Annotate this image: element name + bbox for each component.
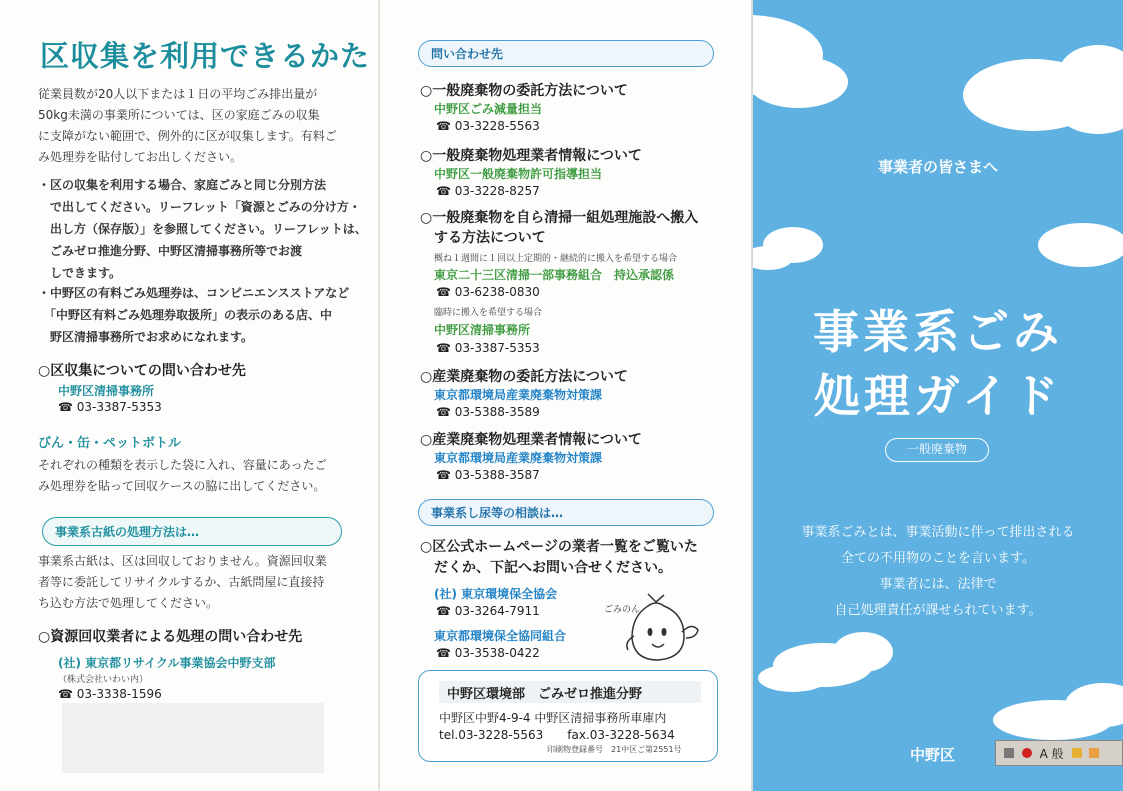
sewage-heading-line: だくか、下記へお問い合せください。 — [420, 560, 672, 576]
blank-area — [62, 703, 324, 773]
item-org: 中野区ごみ減量担当 — [434, 102, 543, 116]
tool-icon[interactable] — [1072, 748, 1082, 758]
cover-title-line2: 処理ガイド — [813, 369, 1063, 423]
footer-address: 中野区中野4-9-4 中野区清掃事務所車庫内 — [439, 711, 667, 725]
carry-tel: ☎ 03-6238-0830 — [436, 285, 540, 299]
bottles-line: それぞれの種類を表示した袋に入れ、容量にあったご — [38, 458, 327, 472]
cover-description — [753, 520, 1123, 624]
intro-line: 50kg未満の事業所については、区の家庭ごみの収集 — [38, 108, 320, 122]
bullet-separation — [38, 174, 367, 284]
item-heading: ○産業廃棄物の委託方法について — [420, 369, 628, 385]
grip-icon — [1004, 748, 1014, 758]
ward-name: 中野区 — [910, 746, 956, 764]
cover-panel — [753, 0, 1123, 791]
bullet-tickets — [38, 282, 349, 348]
bullet-line: 出し方（保存版）」を参照してください。リーフレットは、 — [38, 222, 367, 236]
item-org: 東京都環境局産業廃棄物対策課 — [434, 451, 603, 465]
item-heading: ○一般廃棄物の委託方法について — [420, 83, 628, 99]
bullet-line: ・区の収集を利用する場合、家庭ごみと同じ分別方法 — [38, 178, 327, 192]
sewage-org: 東京都環境保全協同組合 — [434, 629, 567, 643]
recycle-note: （株式会社いわい内） — [58, 675, 149, 685]
item-heading: ○一般廃棄物処理業者情報について — [420, 148, 642, 164]
category-pill: 一般廃棄物 — [885, 438, 989, 462]
item-tel: ☎ 03-3228-8257 — [436, 184, 540, 198]
bullet-line: ごみゼロ推進分野、中野区清掃事務所等でお渡 — [38, 244, 303, 258]
intro-line: み処理券を貼付してお出しください。 — [38, 150, 243, 164]
bullet-line: ・中野区の有料ごみ処理券は、コンビニエンスストアなど — [38, 286, 350, 300]
item-tel: ☎ 03-5388-3587 — [436, 468, 540, 482]
description-line: 全ての不用物のことを言います。 — [841, 551, 1035, 566]
item-tel: ☎ 03-3228-5563 — [436, 119, 540, 133]
inquiry-pill: 問い合わせ先 — [418, 40, 714, 67]
carry-heading-line: する方法について — [420, 230, 546, 246]
carry-heading-line: ○一般廃棄物を自ら清掃一組処理施設へ搬入 — [420, 210, 699, 226]
ime-label[interactable]: A 般 — [1039, 747, 1064, 761]
item-heading: ○産業廃棄物処理業者情報について — [420, 432, 642, 448]
paper-line: ち込む方法で処理してください。 — [38, 596, 219, 610]
sewage-org: (社) 東京環境保全協会 — [434, 587, 558, 601]
contact-org: 中野区清掃事務所 — [58, 384, 155, 398]
description-line: 事業者には、法律で — [879, 577, 997, 592]
paper-line: 者等に委託してリサイクルするか、古紙問屋に直接持 — [38, 575, 325, 589]
left-title: 区収集を利用できるかた — [40, 39, 371, 73]
carry-tel: ☎ 03-3387-5353 — [436, 341, 540, 355]
description-line: 事業系ごみとは、事業活動に伴って排出される — [801, 525, 1075, 540]
cover-title-line1: 事業系ごみ — [813, 305, 1063, 359]
recycle-tel: ☎ 03-3338-1596 — [58, 687, 162, 701]
sewage-tel: ☎ 03-3264-7911 — [436, 604, 540, 618]
recycle-heading: ○資源回収業者による処理の問い合わせ先 — [38, 629, 303, 645]
recycle-org: (社) 東京都リサイクル事業協会中野支部 — [58, 656, 276, 670]
item-org: 東京都環境局産業廃棄物対策課 — [434, 388, 603, 402]
briefcase-icon[interactable] — [1089, 748, 1099, 758]
carry-note: 臨時に搬入を希望する場合 — [434, 308, 543, 318]
sewage-pill: 事業系し尿等の相談は… — [418, 499, 714, 526]
sewage-heading-line: ○区公式ホームページの業者一覧をご覧いた — [420, 539, 698, 555]
paper-text — [38, 551, 327, 614]
left-panel — [0, 0, 378, 791]
bottles-heading: びん・缶・ペットボトル — [38, 436, 182, 451]
carry-heading — [420, 208, 698, 248]
red-icon[interactable] — [1022, 748, 1032, 758]
carry-org: 中野区清掃事務所 — [434, 323, 531, 337]
bottles-text — [38, 455, 327, 497]
paper-line: 事業系古紙は、区は回収しておりません。資源回収業 — [38, 554, 327, 568]
contact-tel: ☎ 03-3387-5353 — [58, 400, 162, 414]
intro-line: に支障がない範囲で、例外的に区が収集します。有料ご — [38, 129, 337, 143]
footer-dept: 中野区環境部 ごみゼロ推進分野 — [447, 687, 643, 702]
footer-reg: 印刷物登録番号 21中区ご第2551号 — [547, 745, 682, 754]
item-tel: ☎ 03-5388-3589 — [436, 405, 540, 419]
middle-panel — [380, 0, 752, 791]
description-line: 自己処理責任が課せられています。 — [834, 603, 1042, 618]
footer-contact: tel.03-3228-5563 fax.03-3228-5634 — [439, 728, 675, 742]
ime-taskbar[interactable] — [995, 740, 1123, 766]
intro-line: 従業員数が20人以下または１日の平均ごみ排出量が — [38, 87, 318, 101]
intro-text — [38, 84, 337, 168]
bullet-line: 「中野区有料ごみ処理券取扱所」の表示のある店、中 — [38, 308, 333, 322]
footer-box — [418, 670, 718, 762]
sewage-tel: ☎ 03-3538-0422 — [436, 646, 540, 660]
contact-heading: ○区収集についての問い合わせ先 — [38, 363, 246, 379]
paper-pill: 事業系古紙の処理方法は… — [42, 517, 342, 546]
audience-label: 事業者の皆さまへ — [877, 158, 998, 176]
mascot-illustration — [618, 592, 708, 672]
bullet-line: 野区清掃事務所でお求めになれます。 — [38, 330, 254, 344]
sewage-heading — [420, 537, 698, 579]
carry-org: 東京二十三区清掃一部事務組合 持込承認係 — [434, 268, 675, 282]
bullet-line: しできます。 — [38, 266, 122, 280]
mascot-name: ごみのん — [604, 605, 641, 615]
carry-note: 概ね１週間に１回以上定期的・継続的に搬入を希望する場合 — [434, 254, 678, 264]
bottles-line: み処理券を貼って回収ケースの脇に出してください。 — [38, 479, 326, 493]
item-org: 中野区一般廃棄物許可指導担当 — [434, 167, 603, 181]
bullet-line: で出してください。リーフレット「資源とごみの分け方・ — [38, 200, 361, 214]
